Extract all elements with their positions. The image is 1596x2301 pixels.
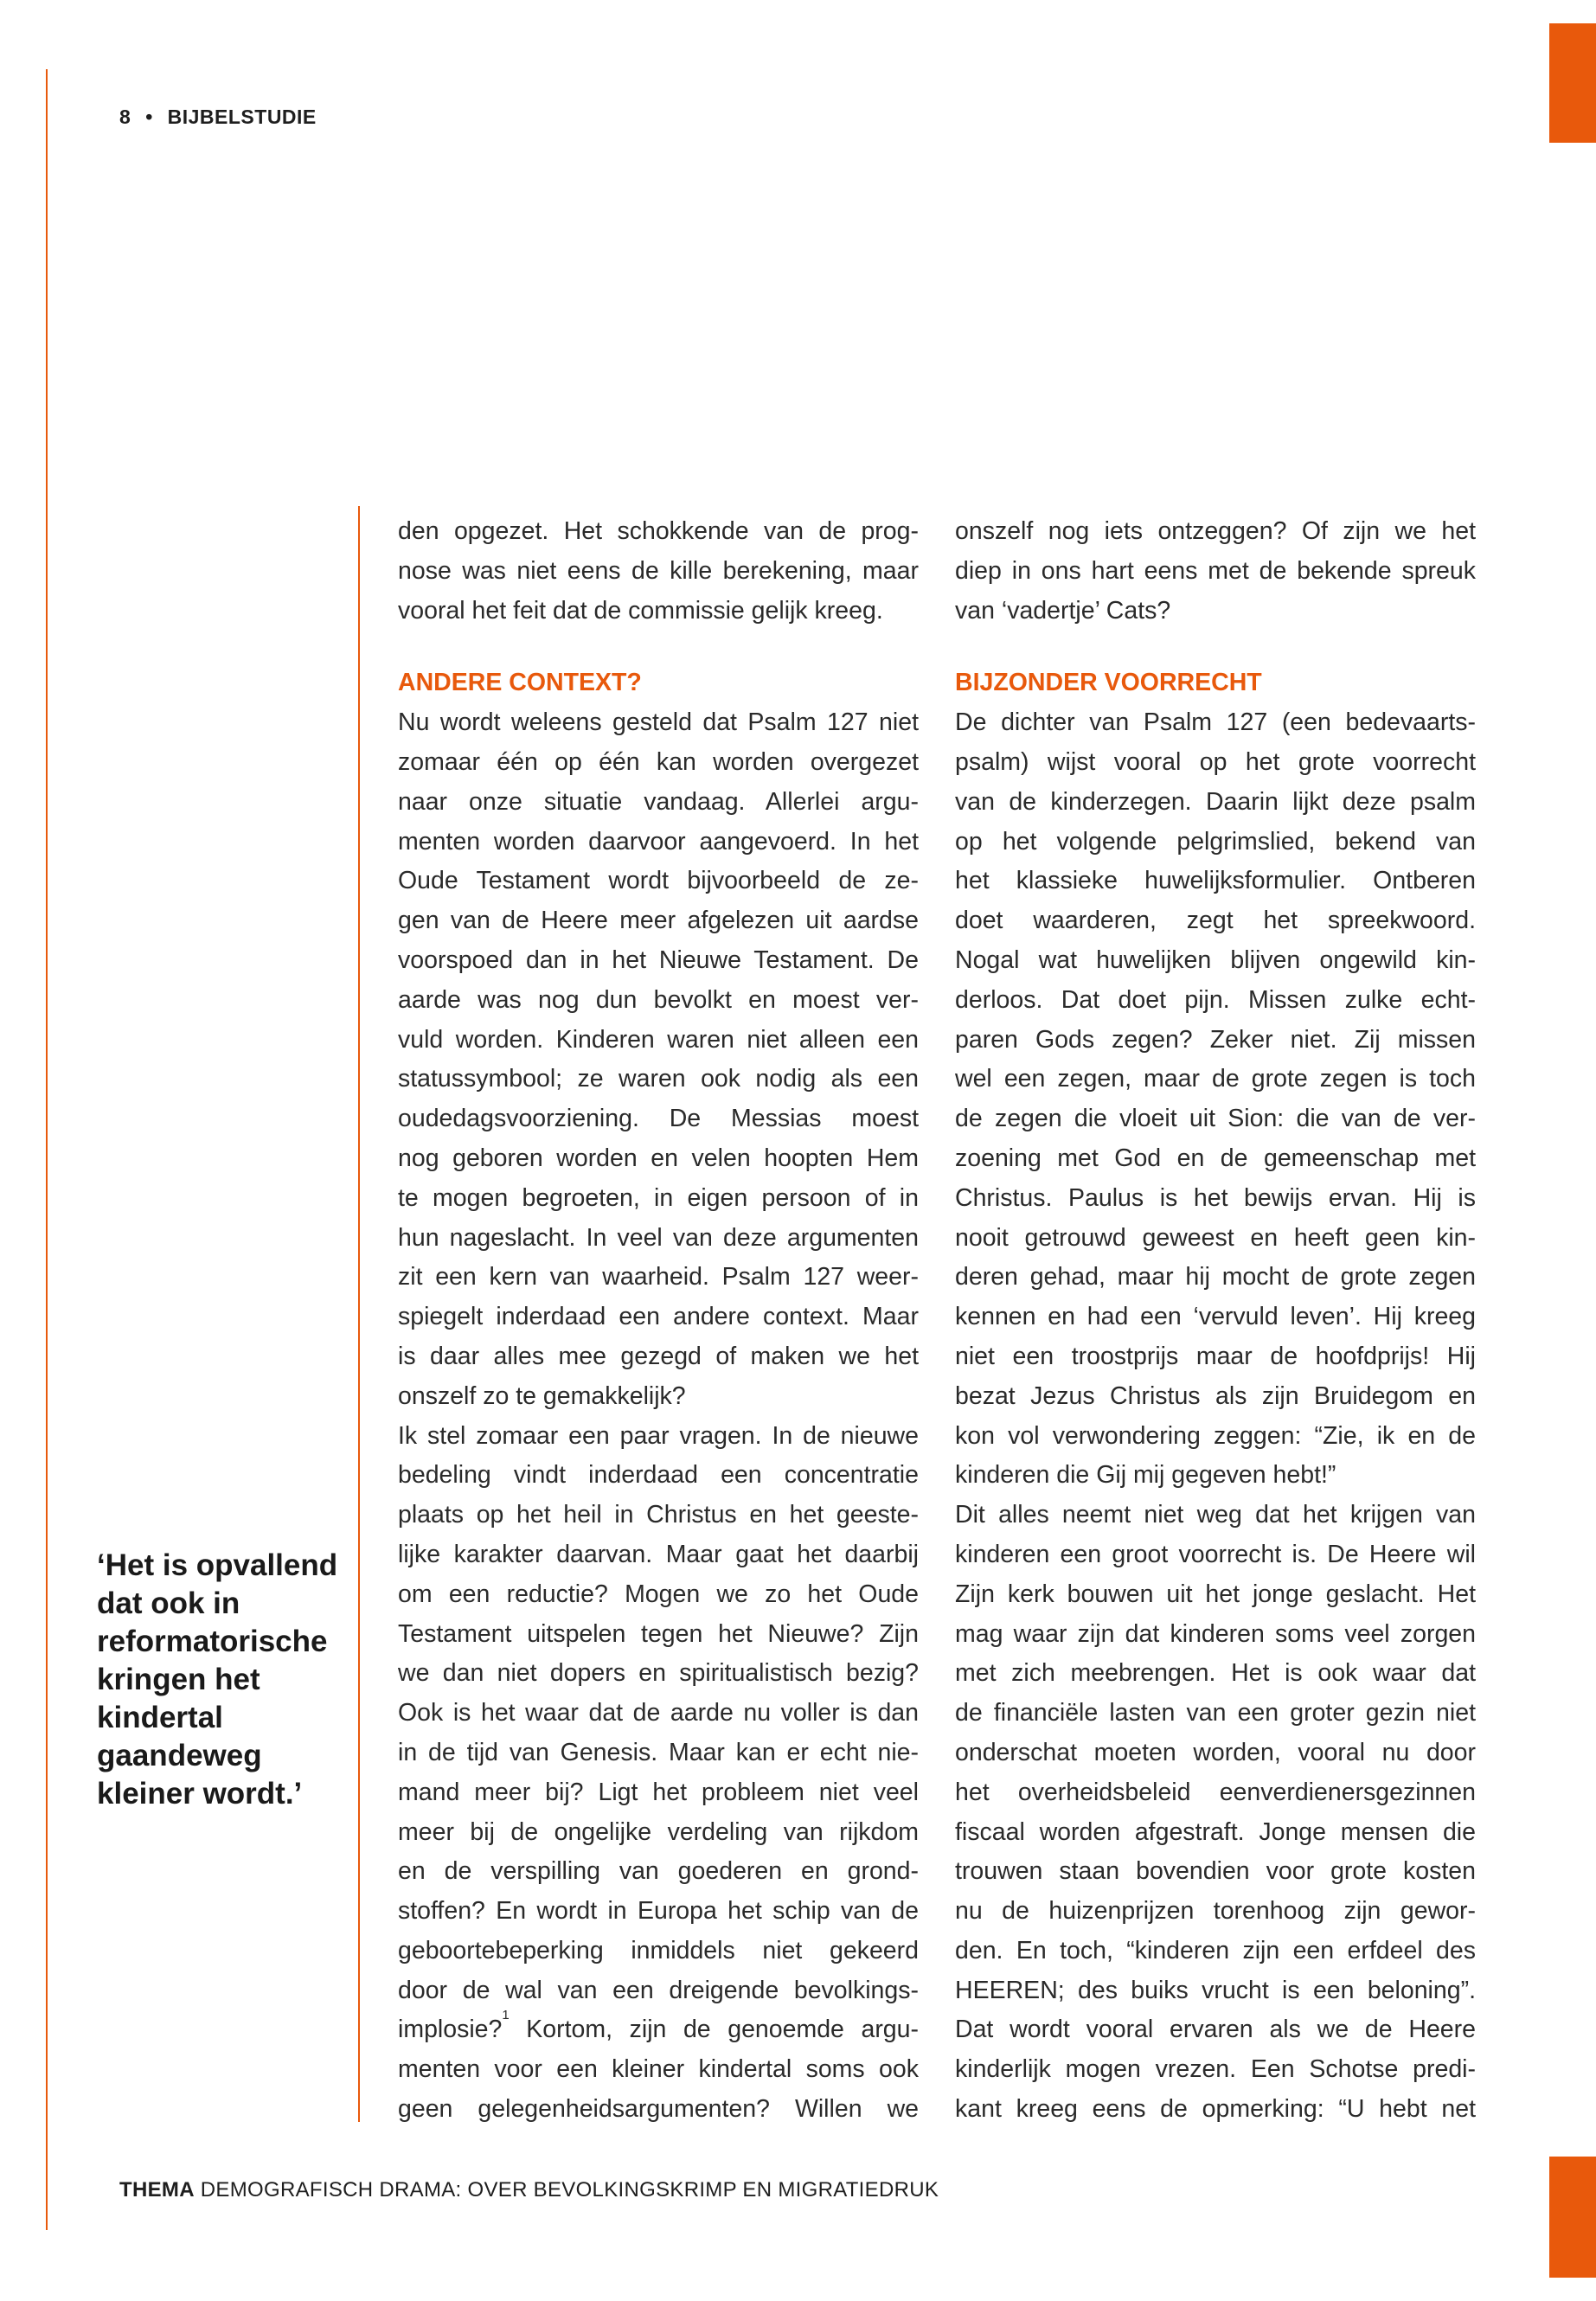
text-line: psalm) wijst vooral op het grote voorrecht [955, 747, 1476, 776]
text-line: bezat Jezus Christus als zijn Bruidegom en [955, 1381, 1476, 1410]
orange-tab-top [1549, 23, 1596, 143]
page-footer [119, 2178, 939, 2202]
pull-quote-line: kindertal [97, 1701, 223, 1734]
text-line: onderschat moeten worden, vooral nu door [955, 1738, 1476, 1766]
text-line: we dan niet dopers en spiritualistisch bezig? [398, 1659, 919, 1688]
pull-quote-line: dat ook in [97, 1586, 240, 1620]
text-line: hun nageslacht. In veel van deze argumenten [398, 1223, 919, 1252]
text-line: Zijn kerk bouwen uit het jonge geslacht. Het [955, 1580, 1476, 1608]
text-line: wel een zegen, maar de grote zegen is toch [955, 1065, 1476, 1093]
text-line: oudedagsvoorziening. De Messias moest [398, 1105, 919, 1133]
pull-quote-line: reformatorische [97, 1625, 328, 1658]
text-line: door de wal van een dreigende bevolkings- [398, 1976, 919, 2004]
text-line: zit een kern van waarheid. Psalm 127 weer- [398, 1263, 919, 1292]
text-line: Nu wordt weleens gesteld dat Psalm 127 niet [398, 708, 919, 737]
footer-title: DEMOGRAFISCH DRAMA: OVER BEVOLKINGSKRIMP EN MIGRATIEDRUK [200, 2178, 939, 2202]
text-line: mand meer bij? Ligt het probleem niet veel [398, 1778, 919, 1806]
text-line: HEEREN; des buiks vrucht is een beloning”. [955, 1976, 1476, 2004]
text-line: Nogal wat huwelijken blijven ongewild kin- [955, 945, 1476, 974]
pull-quote-line: kringen het [97, 1663, 260, 1696]
text-line: onszelf nog iets ontzeggen? Of zijn we het [955, 517, 1476, 545]
text-line: geboortebeperking inmiddels niet gekeerd [398, 1936, 919, 1965]
text-line: de financiële lasten van een groter gezin niet [955, 1699, 1476, 1727]
left-margin-rule [46, 69, 48, 2230]
column-divider-rule [358, 506, 360, 2122]
text-line: de zegen die vloeit uit Sion: die van de ver- [955, 1105, 1476, 1133]
text-line: geen gelegenheidsargumenten? Willen we [398, 2095, 919, 2124]
text-line: op het volgende pelgrimslied, bekend van [955, 827, 1476, 856]
text-line: onszelf zo te gemakkelijk? [398, 1381, 686, 1410]
text-line: Dat wordt vooral ervaren als we de Heere [955, 2016, 1476, 2044]
text-line: met zich meebrengen. Het is ook waar dat [955, 1659, 1476, 1688]
text-line: De dichter van Psalm 127 (een bedevaarts- [955, 708, 1476, 737]
text-line: statussymbool; ze waren ook nodig als een [398, 1065, 919, 1093]
text-line: en de verspilling van goederen en grond- [398, 1857, 919, 1886]
text-line: om een reductie? Mogen we zo het Oude [398, 1580, 919, 1608]
text-line: zoening met God en de gemeenschap met [955, 1144, 1476, 1172]
pull-quote-line: ‘Het is opvallend [97, 1548, 338, 1582]
text-line: het overheidsbeleid eenverdienersgezinnen [955, 1778, 1476, 1806]
text-line: bedeling vindt inderdaad een concentratie [398, 1461, 919, 1490]
text-line: nog geboren worden en velen hoopten Hem [398, 1144, 919, 1172]
text-line: aarde was nog dun bevolkt en moest ver- [398, 985, 919, 1014]
text-line: nu de huizenprijzen torenhoog zijn gewor- [955, 1897, 1476, 1926]
text-line: kinderlijk mogen vrezen. Een Schotse predi- [955, 2055, 1476, 2084]
text-line: plaats op het heil in Christus en het geeste- [398, 1501, 919, 1529]
text-line-with-footnote [398, 2010, 919, 2050]
text-line: niet een troostprijs maar de hoofdprijs! Hij [955, 1342, 1476, 1370]
text-line: lijke karakter daarvan. Maar gaat het daarbij [398, 1540, 919, 1568]
text-line: is daar alles mee gezegd of maken we het [398, 1342, 919, 1370]
text-line: kinderen een groot voorrecht is. De Heere wil [955, 1540, 1476, 1568]
text-line: Dit alles neemt niet weg dat het krijgen van [955, 1501, 1476, 1529]
text-line: Ik stel zomaar een paar vragen. In de nieuwe [398, 1421, 919, 1450]
header-separator: • [145, 106, 153, 128]
footnote-line-end: Kortom, zijn de genoemde argu- [509, 2016, 919, 2044]
text-line: naar onze situatie vandaag. Allerlei argu- [398, 787, 919, 816]
text-line: Christus. Paulus is het bewijs ervan. Hij is [955, 1183, 1476, 1212]
text-line: nooit getrouwd geweest en heeft geen kin- [955, 1223, 1476, 1252]
pull-quote-line: kleiner wordt.’ [97, 1777, 303, 1811]
text-line: mag waar zijn dat kinderen soms veel zorgen [955, 1619, 1476, 1648]
text-line: gen van de Heere meer afgelezen uit aardse [398, 907, 919, 935]
text-line: fiscaal worden afgestraft. Jonge mensen die [955, 1817, 1476, 1846]
text-column-right [955, 512, 1476, 2130]
text-line: voorspoed dan in het Nieuwe Testament. De [398, 945, 919, 974]
text-line: derloos. Dat doet pijn. Missen zulke echt- [955, 985, 1476, 1014]
spacer [398, 631, 919, 663]
text-line: menten worden daarvoor aangevoerd. In het [398, 827, 919, 856]
text-line: kinderen die Gij mij gegeven hebt!” [955, 1461, 1336, 1490]
text-line: zomaar één op één kan worden overgezet [398, 747, 919, 776]
text-line: te mogen begroeten, in eigen persoon of in [398, 1183, 919, 1212]
text-line: kon vol verwondering zeggen: “Zie, ik en de [955, 1421, 1476, 1450]
text-line: van ‘vadertje’ Cats? [955, 596, 1171, 625]
text-line: meer bij de ongelijke verdeling van rijkdom [398, 1817, 919, 1846]
section-title: BIJBELSTUDIE [167, 106, 317, 128]
spacer [955, 631, 1476, 663]
section-heading: ANDERE CONTEXT? [398, 669, 642, 697]
text-line: trouwen staan bovendien voor grote kosten [955, 1857, 1476, 1886]
text-line: den. En toch, “kinderen zijn een erfdeel des [955, 1936, 1476, 1965]
text-line: paren Gods zegen? Zeker niet. Zij missen [955, 1025, 1476, 1054]
text-line: het klassieke huwelijksformulier. Ontberen [955, 867, 1476, 895]
text-line: van de kinderzegen. Daarin lijkt deze psalm [955, 787, 1476, 816]
text-line: Ook is het waar dat de aarde nu voller is dan [398, 1699, 919, 1727]
text-line: diep in ons hart eens met de bekende spreuk [955, 556, 1476, 585]
text-line: doet waarderen, zegt het spreekwoord. [955, 907, 1476, 935]
text-line: menten voor een kleiner kindertal soms ook [398, 2055, 919, 2084]
pull-quote-line: gaandeweg [97, 1739, 262, 1772]
footnote-mark: 1 [502, 2008, 510, 2023]
pull-quote [97, 1547, 356, 1813]
text-line: nose was niet eens de kille berekening, maar [398, 556, 919, 585]
text-line: kennen en had een ‘vervuld leven’. Hij kreeg [955, 1303, 1476, 1331]
footer-label: THEMA [119, 2178, 195, 2202]
text-line: stoffen? En wordt in Europa het schip van de [398, 1897, 919, 1926]
page-number: 8 [119, 106, 131, 128]
text-line: spiegelt inderdaad een andere context. Maar [398, 1303, 919, 1331]
text-line: Testament uitspelen tegen het Nieuwe? Zijn [398, 1619, 919, 1648]
section-heading: BIJZONDER VOORRECHT [955, 669, 1262, 697]
text-line: vooral het feit dat de commissie gelijk kreeg. [398, 596, 883, 625]
text-line: in de tijd van Genesis. Maar kan er echt nie- [398, 1738, 919, 1766]
text-column-left [398, 512, 919, 2130]
text-line: vuld worden. Kinderen waren niet alleen een [398, 1025, 919, 1054]
text-line: Oude Testament wordt bijvoorbeeld de ze- [398, 867, 919, 895]
page-header [119, 106, 317, 129]
text-line: kant kreeg eens de opmerking: “U hebt net [955, 2095, 1476, 2124]
orange-tab-bottom [1549, 2157, 1596, 2278]
text-line: deren gehad, maar hij mocht de grote zegen [955, 1263, 1476, 1292]
footnote-line-start: implosie? [398, 2016, 503, 2044]
text-line: den opgezet. Het schokkende van de prog- [398, 517, 919, 545]
